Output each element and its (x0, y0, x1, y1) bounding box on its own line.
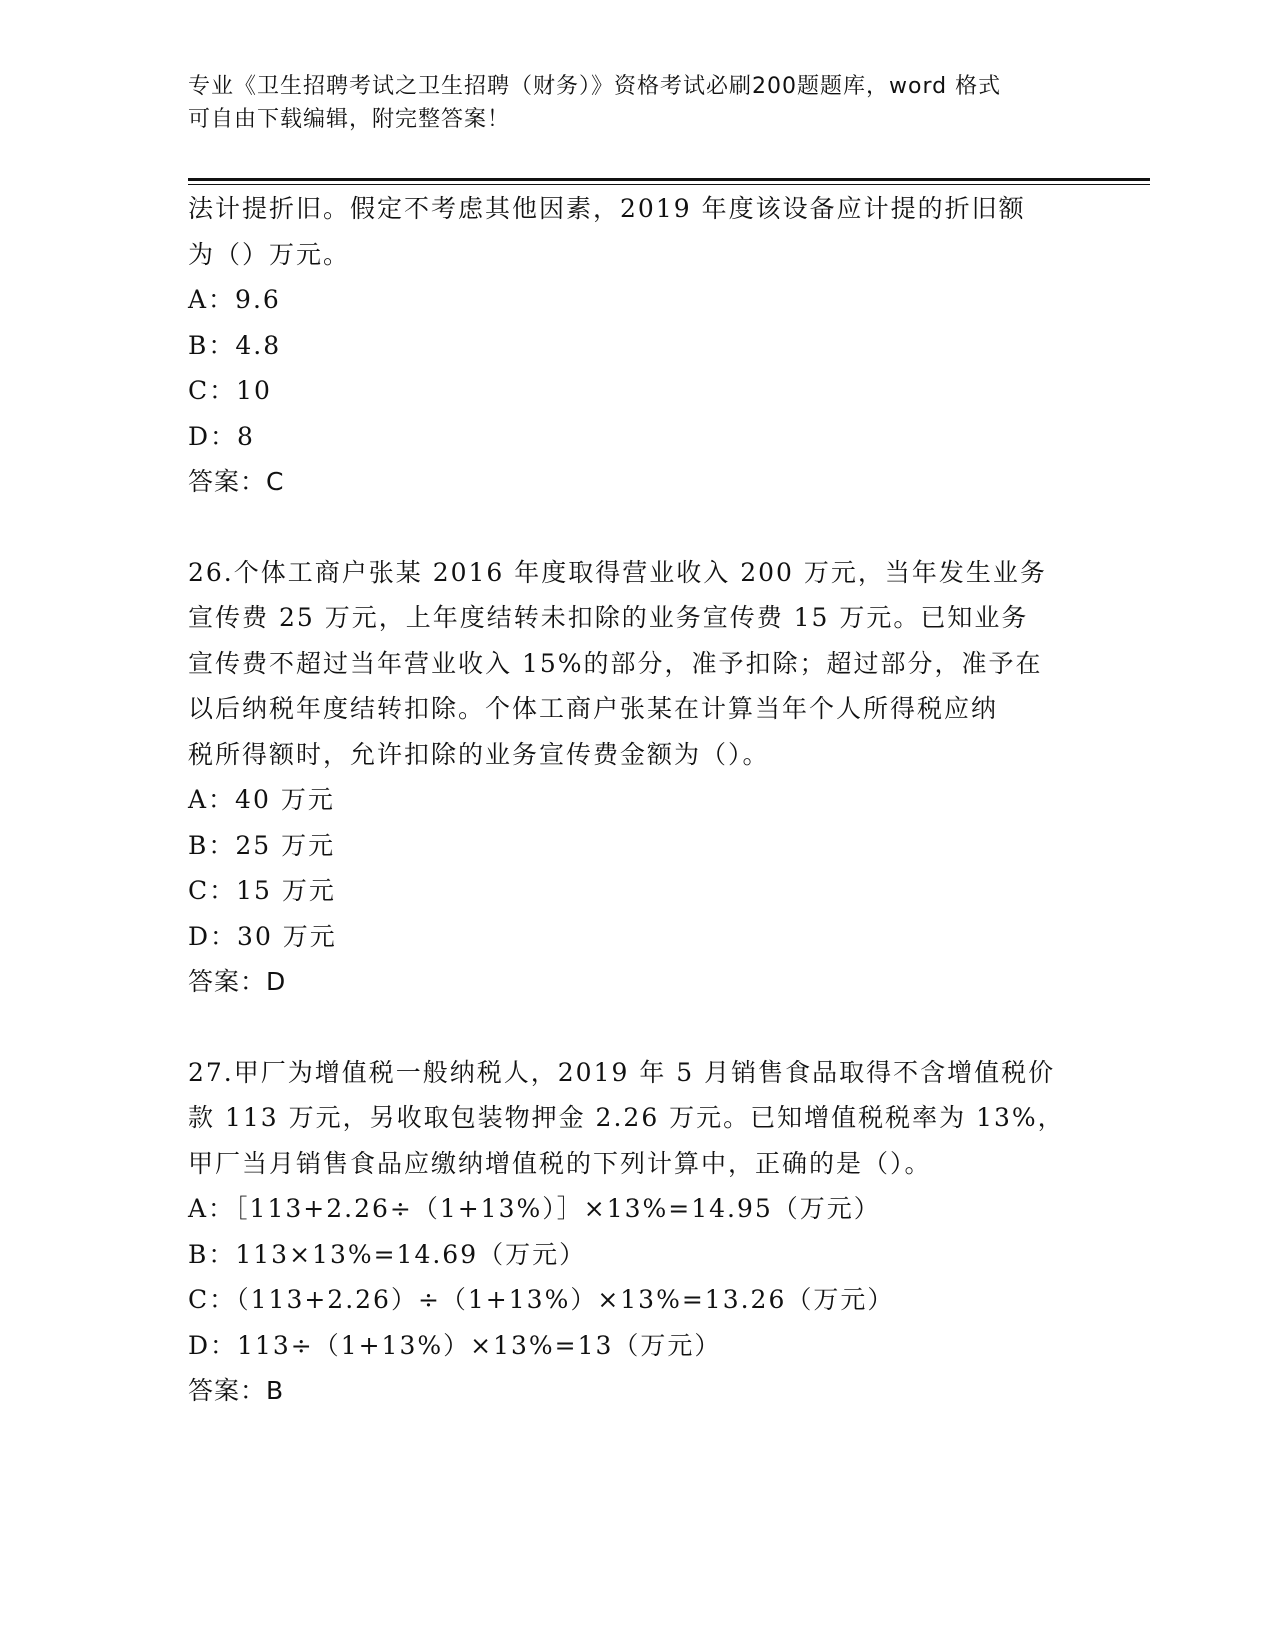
question-text-line: 27.甲厂为增值税一般纳税人，2019 年 5 月销售食品取得不含增值税价 (188, 1057, 1056, 1087)
answer-line: 答案：C (188, 467, 285, 496)
question-text-line: 款 113 万元，另收取包装物押金 2.26 万元。已知增值税税率为 13%， (188, 1103, 1065, 1132)
question-text-line: 甲厂当月销售食品应缴纳增值税的下列计算中，正确的是（）。 (188, 1148, 932, 1178)
header-title-line-1: 专业《卫生招聘考试之卫生招聘（财务）》资格考试必刷200题题库，word 格式 (188, 74, 1002, 99)
option-d: D：113÷（1+13%）×13%=13（万元） (188, 1330, 722, 1360)
question-text-line: 为（）万元。 (188, 239, 351, 269)
question-text-line: 26.个体工商户张某 2016 年度取得营业收入 200 万元，当年发生业务 (188, 557, 1047, 587)
option-b: B：25 万元 (188, 830, 336, 860)
option-c: C：（113+2.26）÷（1+13%）×13%=13.26（万元） (188, 1285, 895, 1314)
question-text-line: 宣传费不超过当年营业收入 15%的部分，准予扣除；超过部分，准予在 (188, 648, 1043, 678)
question-text (188, 1050, 1088, 1187)
header-rule-thin (188, 184, 1150, 185)
header-rule-thick (188, 178, 1150, 181)
answer-line: 答案：B (188, 1376, 285, 1405)
question-text-line: 法计提折旧。假定不考虑其他因素，2019 年度该设备应计提的折旧额 (188, 194, 1026, 223)
question-25-continued (188, 186, 1088, 505)
question-26 (188, 550, 1088, 1005)
option-c: C：10 (188, 376, 272, 405)
question-text (188, 186, 1088, 277)
option-d: D：30 万元 (188, 921, 337, 951)
question-text-line: 税所得额时，允许扣除的业务宣传费金额为（）。 (188, 739, 770, 769)
answer-line: 答案：D (188, 967, 287, 996)
page-header (188, 70, 1088, 136)
option-c: C：15 万元 (188, 876, 336, 905)
header-title-line-2: 可自由下载编辑，附完整答案！ (188, 107, 511, 132)
option-b: B：113×13%=14.69（万元） (188, 1239, 587, 1269)
option-a: A：9.6 (188, 285, 281, 314)
question-27 (188, 1050, 1088, 1414)
option-a: A：［113+2.26÷（1+13%）］×13%=14.95（万元） (188, 1194, 881, 1223)
question-text-line: 以后纳税年度结转扣除。个体工商户张某在计算当年个人所得税应纳 (188, 694, 999, 723)
document-body (188, 186, 1088, 1414)
question-text (188, 550, 1088, 778)
question-text-line: 宣传费 25 万元，上年度结转未扣除的业务宣传费 15 万元。已知业务 (188, 603, 1029, 632)
option-b: B：4.8 (188, 330, 282, 360)
option-d: D：8 (188, 421, 255, 451)
option-a: A：40 万元 (188, 785, 335, 814)
